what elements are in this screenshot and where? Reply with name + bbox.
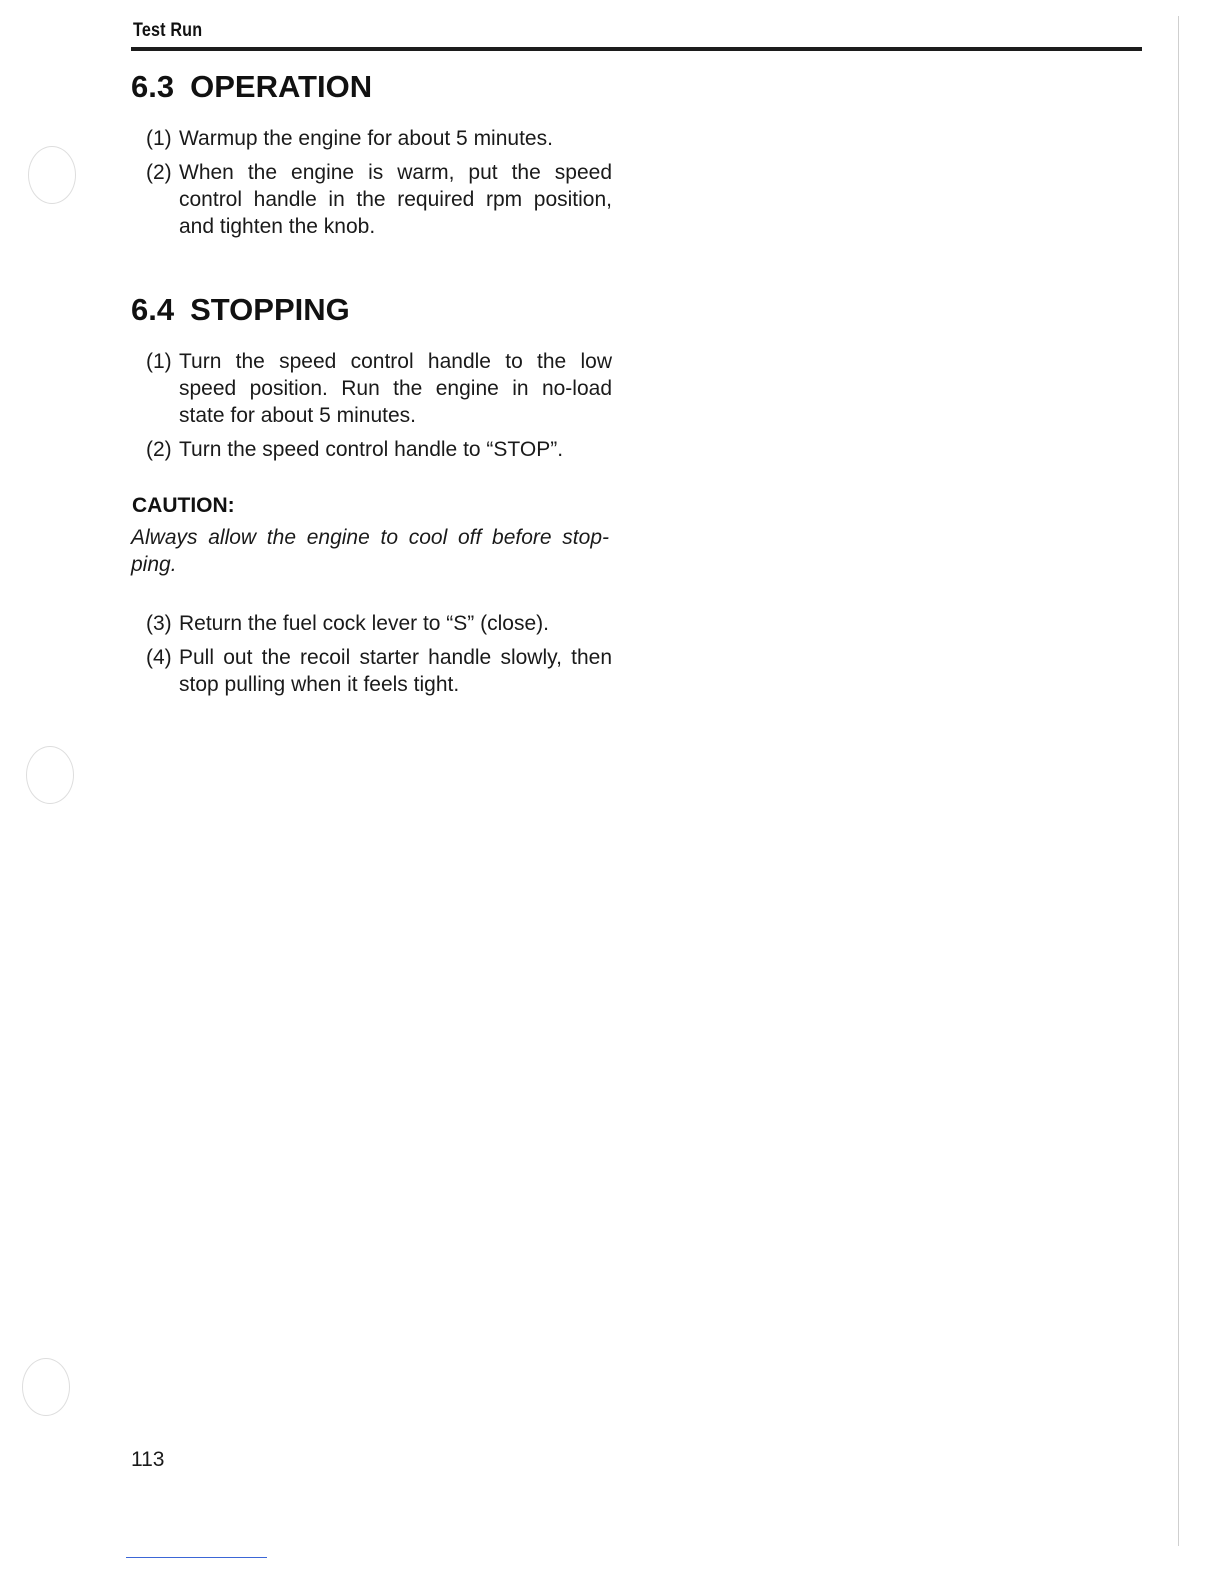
step-text: Warmup the engine for about 5 minutes.: [179, 127, 553, 150]
list-item: [146, 610, 612, 637]
list-item: [146, 644, 612, 698]
section-title: OPERATION: [190, 69, 373, 104]
step-marker: (2): [146, 161, 172, 184]
list-item: [146, 159, 612, 240]
step-marker: (1): [146, 127, 172, 150]
step-text: Turn the speed control handle to “STOP”.: [179, 438, 564, 461]
operation-steps: [146, 125, 612, 247]
step-marker: (2): [146, 438, 172, 461]
list-item: [146, 348, 612, 429]
punch-hole-middle: [26, 746, 74, 804]
page-number: 113: [131, 1448, 165, 1471]
running-header-title: Test Run: [133, 20, 203, 41]
section-heading-stopping: [131, 292, 350, 328]
section-number: 6.4: [131, 292, 175, 327]
step-text: Turn the speed control handle to the low speed position. Run the engine in no-load state for about 5 minutes.: [179, 350, 612, 427]
step-text: Pull out the recoil starter handle slowly, then stop pulling when it feels tight.: [179, 646, 612, 696]
punch-hole-top: [28, 146, 76, 204]
stopping-steps: [146, 348, 612, 470]
section-title: STOPPING: [190, 292, 350, 327]
caution-text: Always allow the engine to cool off before stop-ping.: [131, 526, 609, 576]
section-number: 6.3: [131, 69, 175, 104]
caution-heading: CAUTION:: [132, 494, 235, 517]
step-marker: (3): [146, 612, 172, 635]
step-text: Return the fuel cock lever to “S” (close).: [179, 612, 549, 635]
step-text: When the engine is warm, put the speed control handle in the required rpm position, and tighten the knob.: [179, 161, 612, 238]
footer-rule: [126, 1557, 267, 1558]
stopping-steps-continued: [146, 610, 612, 705]
step-marker: (4): [146, 646, 172, 669]
header-rule: [131, 47, 1142, 51]
list-item: [146, 436, 612, 463]
page-edge-line: [1178, 16, 1179, 1546]
section-heading-operation: [131, 69, 372, 105]
list-item: [146, 125, 612, 152]
step-marker: (1): [146, 350, 172, 373]
punch-hole-bottom: [22, 1358, 70, 1416]
